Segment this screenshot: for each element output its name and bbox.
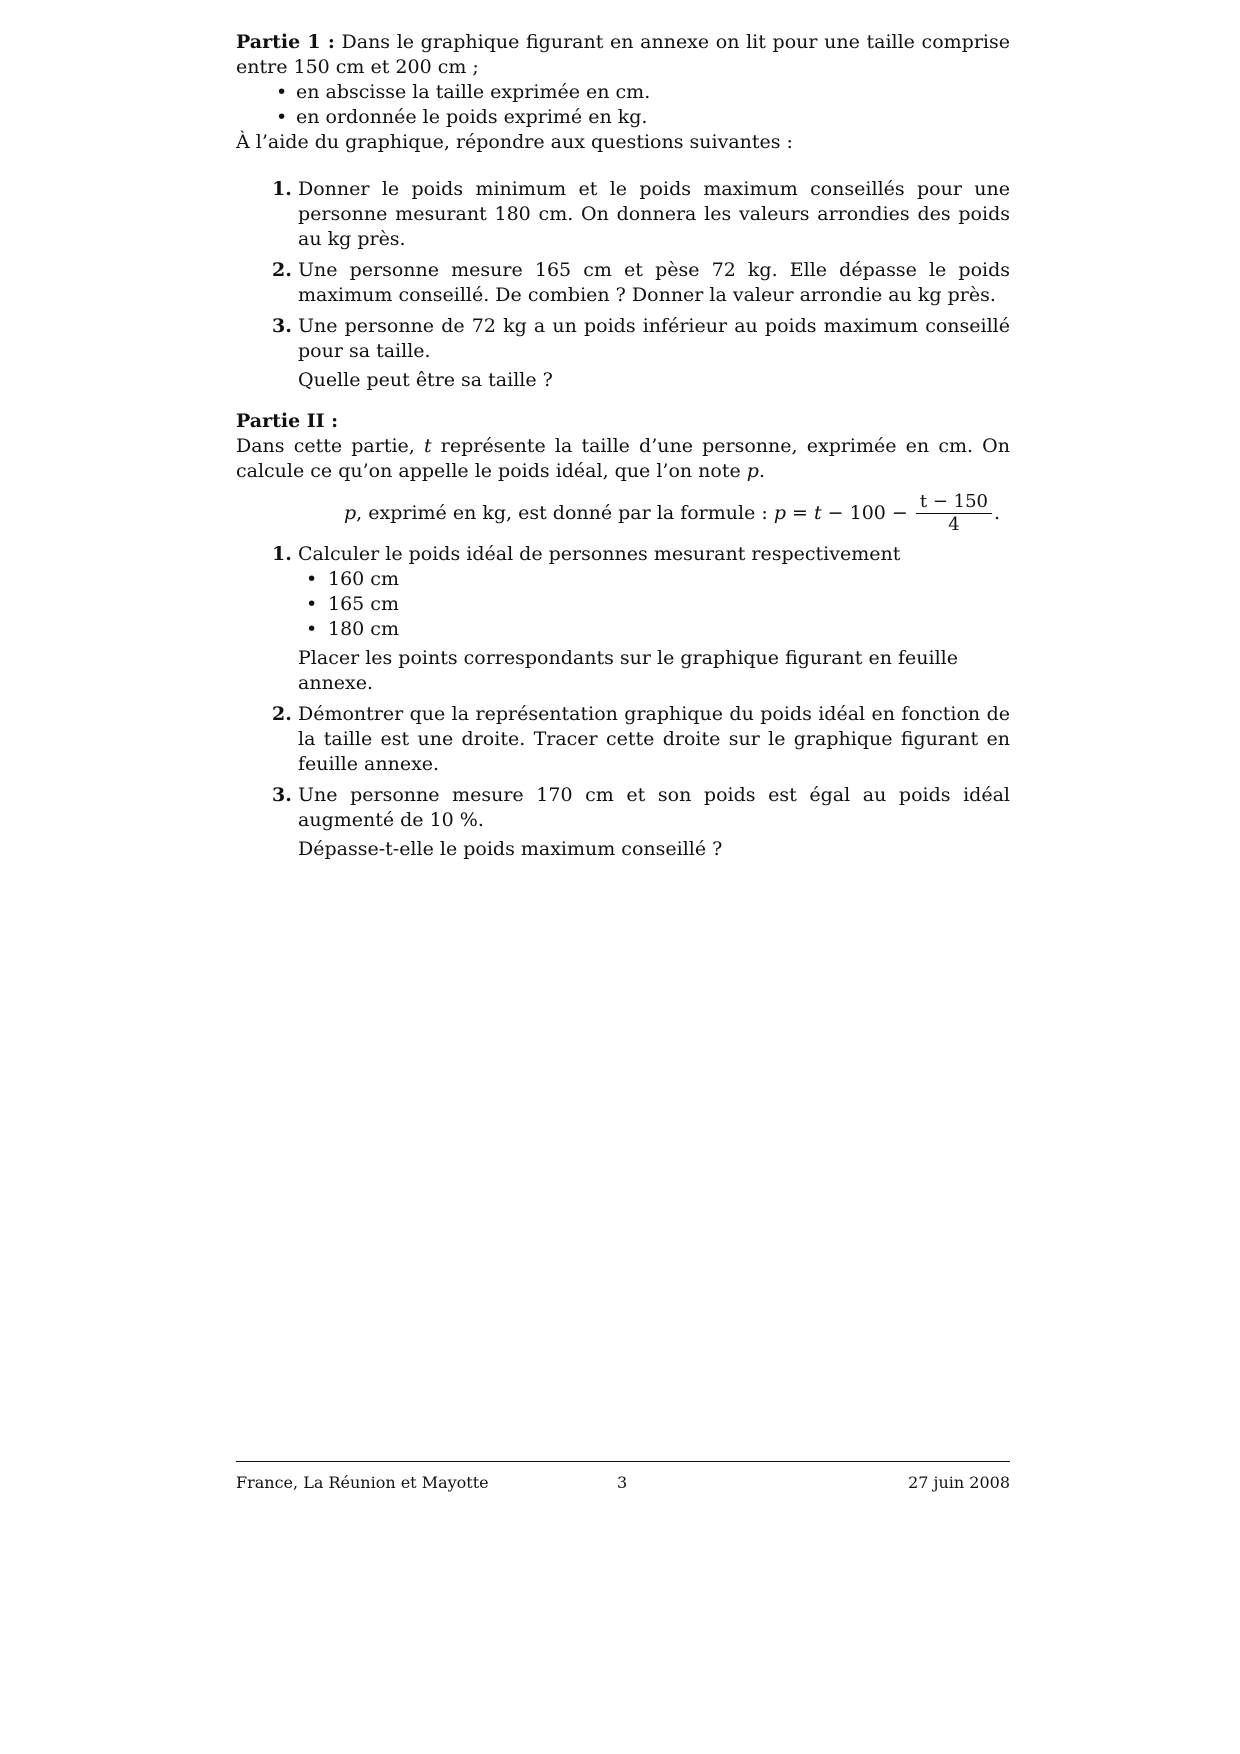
part-2-intro-b: représente la taille d’une personne, exprimée en cm. On calcule ce qu’on appelle le poids idéal, que l’on note: [236, 435, 1010, 482]
list-item: • en abscisse la taille exprimée en cm.: [276, 80, 1010, 105]
part-1-instruction: À l’aide du graphique, répondre aux questions suivantes :: [236, 131, 793, 153]
page-footer: [236, 1470, 1010, 1496]
list-item: • 160 cm: [298, 567, 1010, 592]
formula-var-t: t: [813, 501, 822, 524]
part-1-bullet-list: [236, 80, 1010, 130]
formula-lead: , exprimé en kg, est donné par la formule :: [356, 501, 774, 524]
part-1-intro-text: Dans le graphique figurant en annexe on lit pour une taille comprise entre 150 cm et 200 cm ;: [236, 31, 1010, 78]
question-number: 3.: [272, 784, 292, 806]
part-1-questions: [236, 177, 1010, 393]
formula-end: .: [994, 501, 1001, 524]
part-2-heading: Partie II :: [236, 410, 339, 432]
question-number: 1.: [272, 178, 292, 200]
fraction-numerator: t − 150: [916, 491, 992, 514]
footer-location: France, La Réunion et Mayotte: [236, 1473, 489, 1492]
formula-minus-100: − 100 −: [821, 501, 914, 524]
question-number: 2.: [272, 259, 292, 281]
part-2-intro: [236, 434, 1010, 484]
question-2: [236, 258, 1010, 308]
question-2: [236, 702, 1010, 777]
part-2: [236, 409, 1010, 862]
question-number: 2.: [272, 703, 292, 725]
question-3: [236, 783, 1010, 862]
part-2-intro-c: .: [758, 460, 765, 482]
page-number: 3: [617, 1473, 628, 1492]
question-followup: Placer les points correspondants sur le graphique figurant en feuille annexe.: [298, 647, 958, 694]
part-2-questions: [236, 542, 1010, 862]
list-item: • 165 cm: [298, 592, 1010, 617]
footer-divider: [236, 1461, 1010, 1462]
exam-page: [236, 30, 1010, 868]
formula-fraction: [916, 491, 992, 536]
question-followup: Quelle peut être sa taille ?: [298, 369, 553, 391]
question-text: Donner le poids minimum et le poids maximum conseillés pour une personne mesurant 180 cm. On donnera les valeurs arrondies des poids au kg près.: [298, 178, 1010, 250]
part-1-intro: [236, 30, 1010, 80]
formula-var-p: p: [344, 501, 357, 524]
question-text: Une personne mesure 165 cm et pèse 72 kg. Elle dépasse le poids maximum conseillé. De combien ? Donner la valeur arrondie au kg près.: [298, 259, 1010, 306]
question-text: Une personne mesure 170 cm et son poids est égal au poids idéal augmenté de 10 %.: [298, 784, 1010, 831]
part-1-heading: Partie 1 :: [236, 31, 335, 53]
list-item: • 180 cm: [298, 617, 1010, 642]
variable-p: p: [746, 460, 759, 482]
variable-t: t: [424, 435, 432, 457]
formula-equals: =: [785, 501, 814, 524]
part-2-intro-a: Dans cette partie,: [236, 435, 424, 457]
height-list: [298, 567, 1010, 642]
question-number: 1.: [272, 543, 292, 565]
question-text: Calculer le poids idéal de personnes mesurant respectivement: [298, 543, 901, 565]
formula: [236, 488, 1010, 538]
question-text: Une personne de 72 kg a un poids inférieur au poids maximum conseillé pour sa taille.: [298, 315, 1010, 362]
footer-date: 27 juin 2008: [908, 1473, 1010, 1492]
question-text: Démontrer que la représentation graphique du poids idéal en fonction de la taille est une droite. Tracer cette droite sur le graphique figurant en feuille annexe.: [298, 703, 1010, 775]
question-followup: Dépasse-t-elle le poids maximum conseillé ?: [298, 838, 723, 860]
fraction-denominator: 4: [948, 513, 960, 535]
part-1: [236, 30, 1010, 393]
list-item: • en ordonnée le poids exprimé en kg.: [276, 105, 1010, 130]
question-1: [236, 542, 1010, 696]
question-1: [236, 177, 1010, 252]
question-3: [236, 314, 1010, 393]
formula-lhs: p: [773, 501, 786, 524]
question-number: 3.: [272, 315, 292, 337]
